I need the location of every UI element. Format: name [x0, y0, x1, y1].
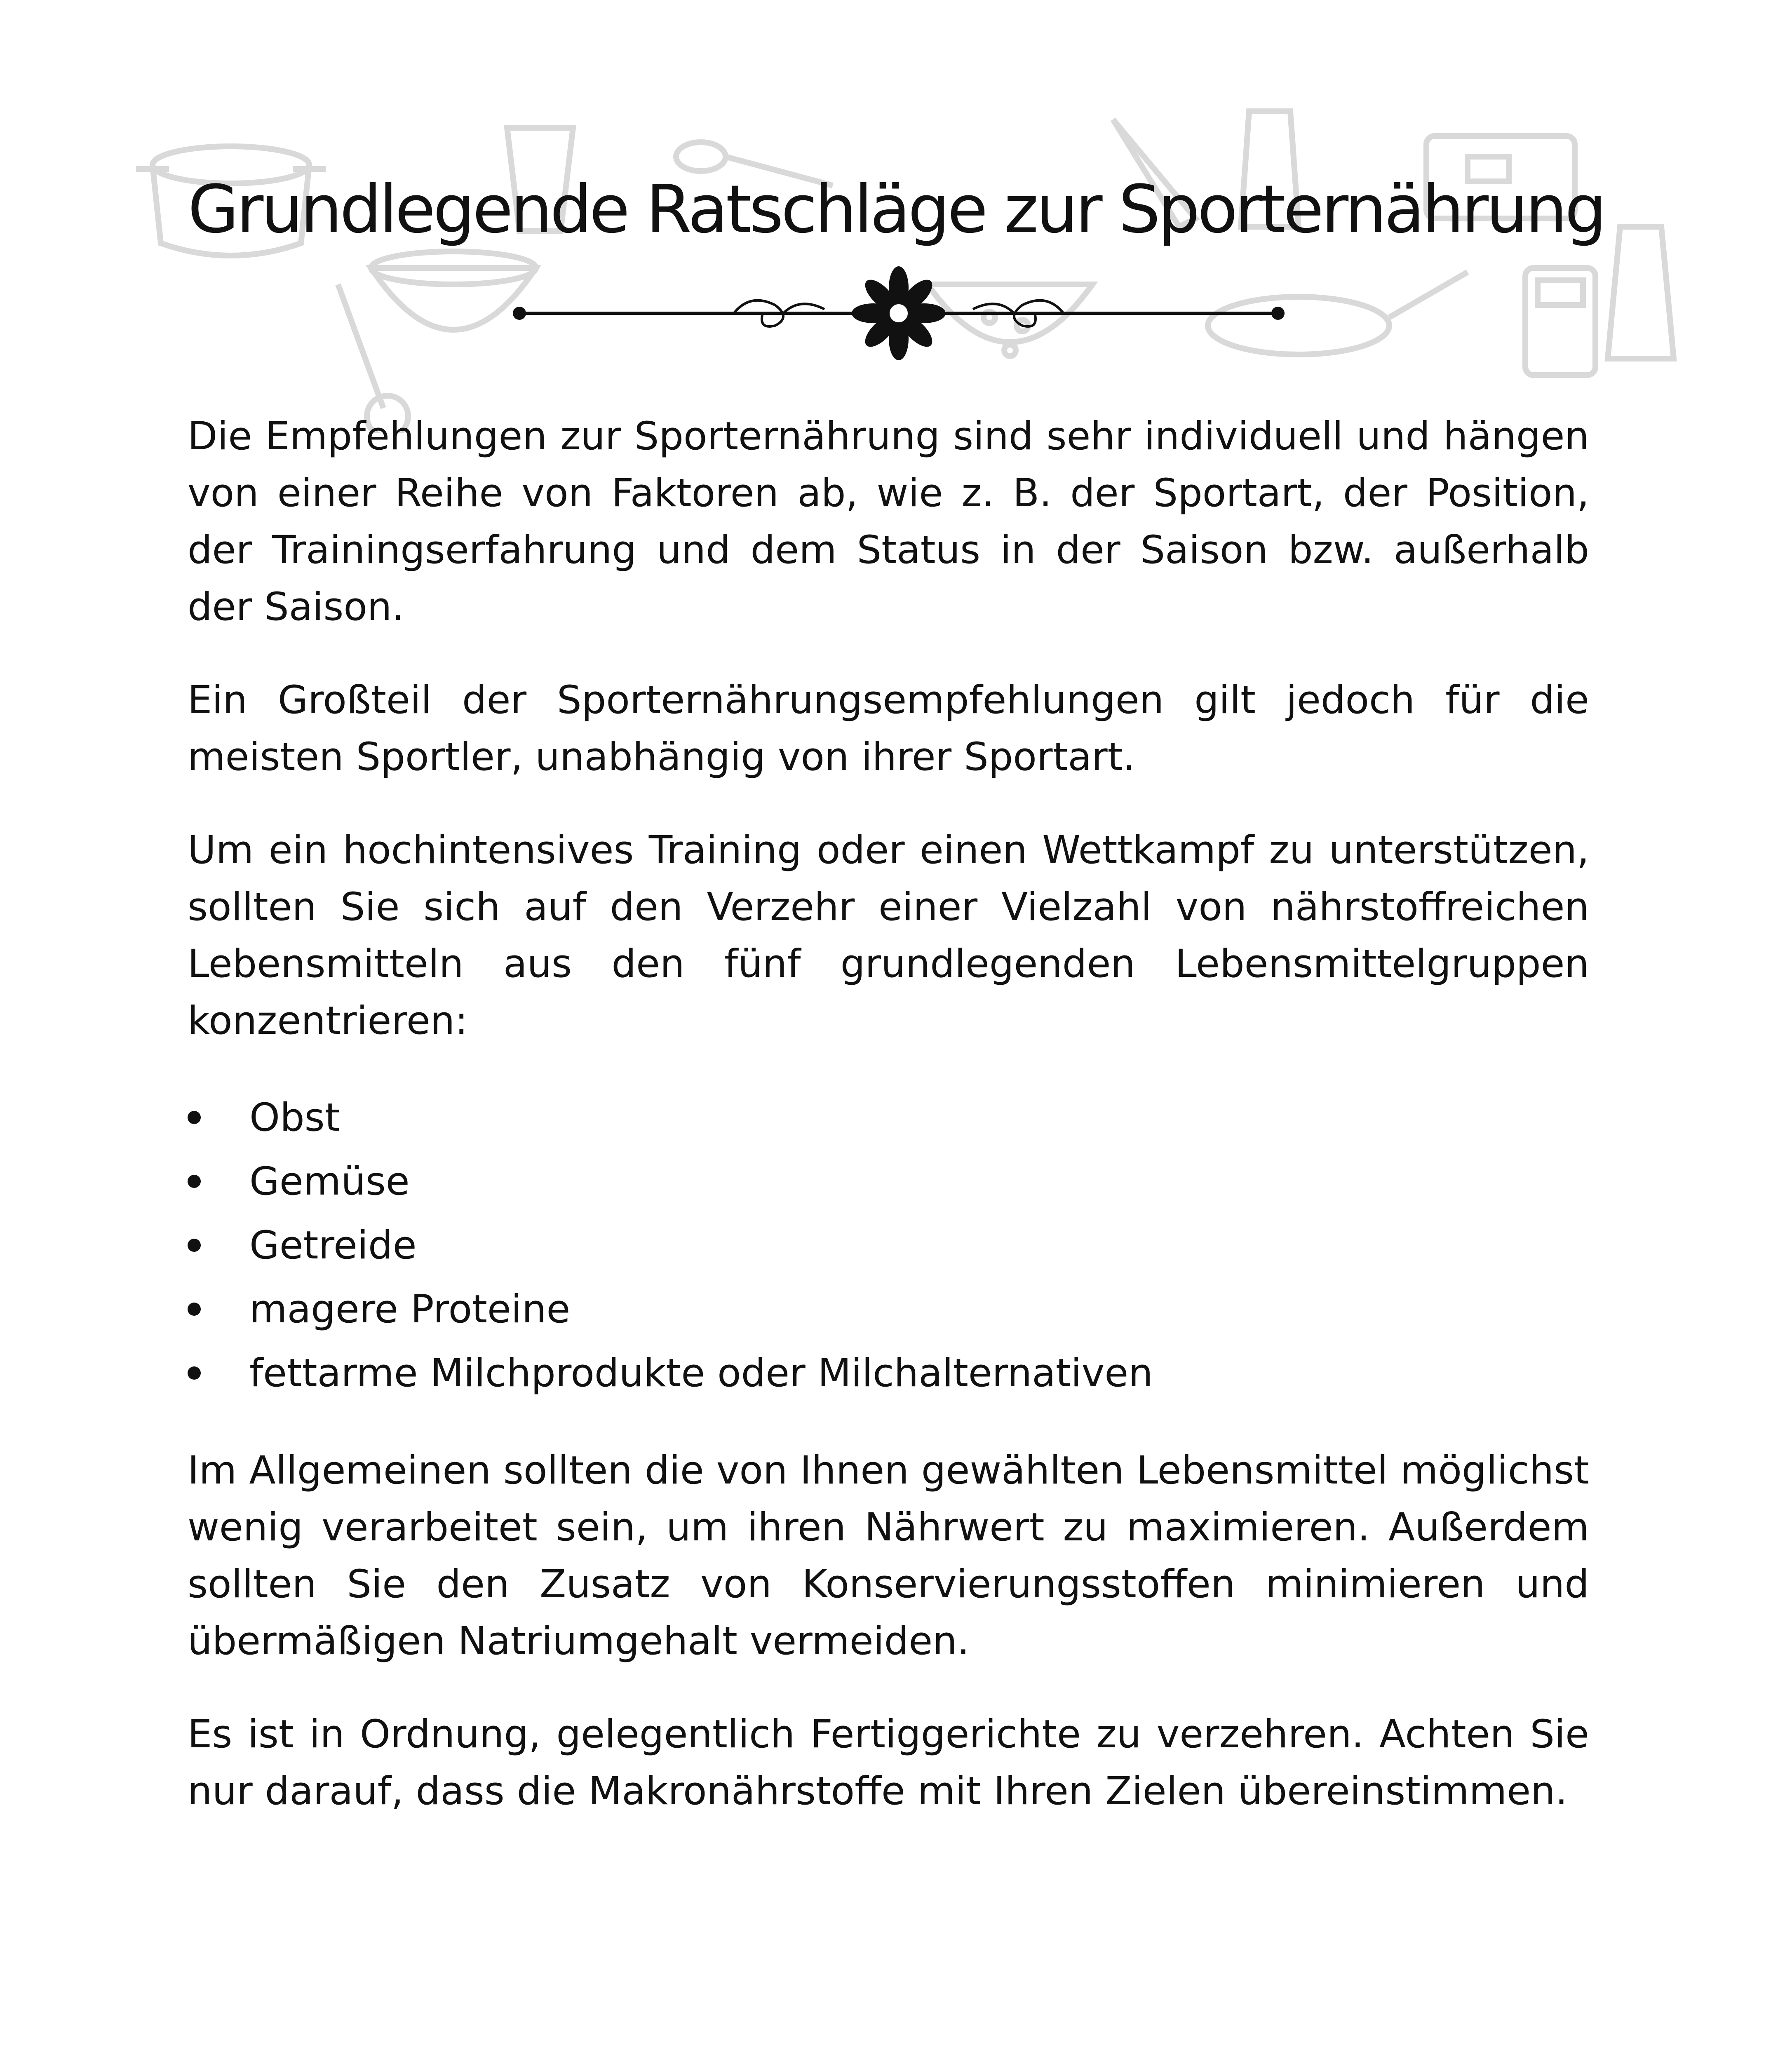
bullet-icon — [188, 1303, 201, 1316]
body-paragraph: Die Empfehlungen zur Sporternährung sind sehr individuell und hängen von einer Reihe von Faktoren ab, wie z. B. der Sportart, der Position, der Trainingserfahrung und dem Status in der Saison bzw. außerhalb der Saison. — [188, 414, 1589, 629]
list-item-label: Gemüse — [249, 1159, 410, 1204]
list-item-label: fettarme Milchprodukte oder Milchalternativen — [249, 1351, 1153, 1396]
list-item — [188, 1277, 1589, 1341]
flower-ornament-icon — [852, 266, 946, 360]
body-paragraph: Es ist in Ordnung, gelegentlich Fertiggerichte zu verzehren. Achten Sie nur darauf, dass die Makronährstoffe mit Ihren Zielen übereinstimmen. — [188, 1712, 1589, 1814]
article-body — [188, 408, 1589, 1856]
body-paragraph: Ein Großteil der Sporternährungsempfehlungen gilt jedoch für die meisten Sportler, unabhängig von ihrer Sportart. — [188, 678, 1589, 779]
bullet-icon — [188, 1111, 201, 1124]
list-item-label: Getreide — [249, 1223, 417, 1268]
grater-icon — [1608, 227, 1674, 359]
bullet-icon — [188, 1366, 201, 1380]
list-item — [188, 1150, 1589, 1214]
list-item — [188, 1341, 1589, 1405]
body-paragraph: Im Allgemeinen sollten die von Ihnen gewählten Lebensmittel möglichst wenig verarbeitet sein, um ihren Nährwert zu maximieren. Außerdem sollten Sie den Zusatz von Konservierungsstoffen minimieren und übermäßigen Natriumgehalt vermeiden. — [188, 1448, 1589, 1664]
bullet-icon — [188, 1239, 201, 1252]
list-item — [188, 1214, 1589, 1277]
list-item — [188, 1086, 1589, 1150]
page-title: Grundlegende Ratschläge zur Sporternährung — [188, 171, 1604, 248]
bullet-icon — [188, 1175, 201, 1188]
list-item-label: Obst — [249, 1095, 340, 1140]
title-divider — [511, 264, 1286, 363]
list-item-label: magere Proteine — [249, 1287, 571, 1332]
food-group-list — [188, 1086, 1589, 1405]
scale-icon — [1525, 268, 1595, 375]
body-paragraph: Um ein hochintensives Training oder einen Wettkampf zu unterstützen, sollten Sie sich auf den Verzehr einer Vielzahl von nährstoffreichen Lebensmitteln aus den fünf grundlegenden Lebensmittelgruppen konzentrieren: — [188, 828, 1589, 1043]
